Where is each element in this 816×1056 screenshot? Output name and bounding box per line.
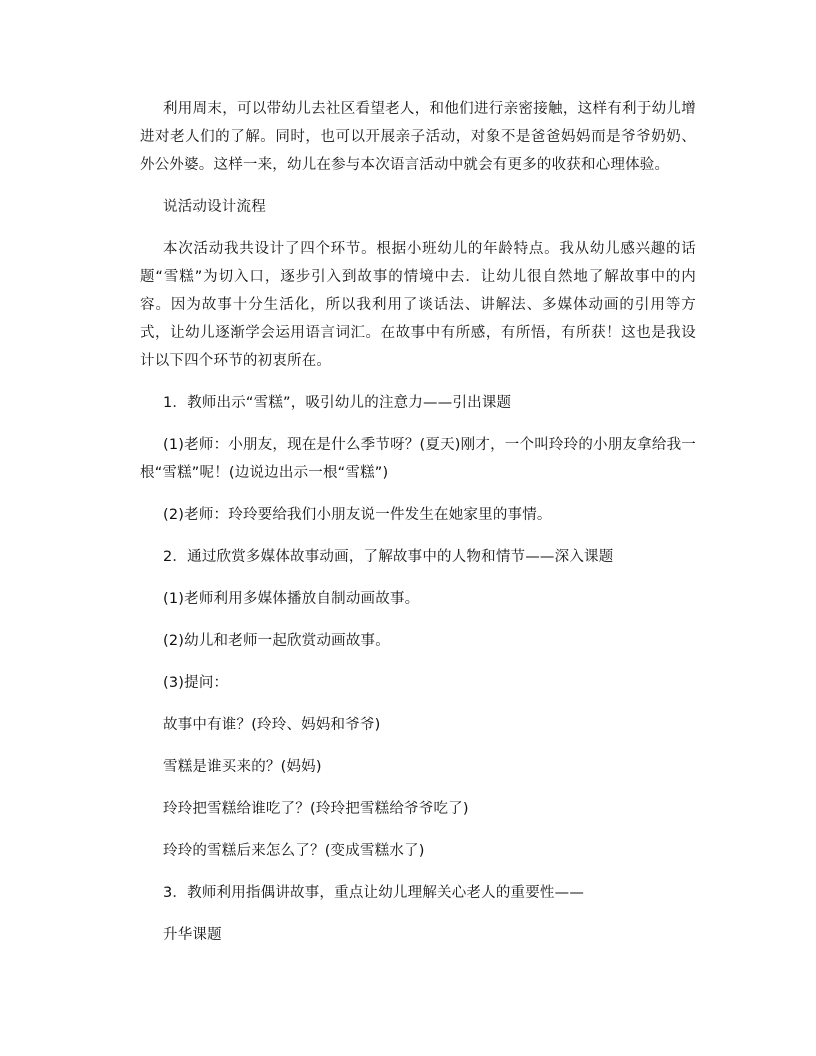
paragraph-activity-overview: 本次活动我共设计了四个环节。根据小班幼儿的年龄特点。我从幼儿感兴趣的话题“雪糕”为切入口，逐步引入到故事的情境中去．让幼儿很自然地了解故事中的内容。因为故事十分生活化，所以我利用了谈话法、讲解法、多媒体动画的引用等方式，让幼儿逐渐学会运用语言词汇。在故事中有所感，有所悟，有所获！这也是我设计以下四个环节的初衷所在。	[140, 241, 696, 369]
question-who: 故事中有谁？(玲玲、妈妈和爷爷)	[163, 717, 381, 733]
step-1-item-2: (2)老师：玲玲要给我们小朋友说一件发生在她家里的事情。	[163, 507, 552, 523]
step-2-item-1: (1)老师利用多媒体播放自制动画故事。	[163, 591, 420, 607]
question-what-happened: 玲玲的雪糕后来怎么了？(变成雪糕水了)	[163, 843, 425, 859]
document-body	[140, 95, 696, 949]
step-2-heading: 2．通过欣赏多媒体故事动画，了解故事中的人物和情节——深入课题	[163, 549, 614, 565]
section-heading-activity-flow: 说活动设计流程	[163, 199, 266, 215]
step-3-heading: 3．教师利用指偶讲故事，重点让幼儿理解关心老人的重要性——	[163, 885, 585, 901]
paragraph-weekend-visit: 利用周末，可以带幼儿去社区看望老人，和他们进行亲密接触，这样有利于幼儿增进对老人们的了解。同时，也可以开展亲子活动，对象不是爸爸妈妈而是爷爷奶奶、外公外婆。这样一来，幼儿在参与本次语言活动中就会有更多的收获和心理体验。	[140, 101, 696, 173]
question-who-ate: 玲玲把雪糕给谁吃了？(玲玲把雪糕给爷爷吃了)	[163, 801, 469, 817]
step-1-item-1: (1)老师：小朋友，现在是什么季节呀？(夏天)刚才，一个叫玲玲的小朋友拿给我一根“雪糕”呢！(边说边出示一根“雪糕”)	[140, 437, 696, 481]
step-1-heading: 1．教师出示“雪糕”，吸引幼儿的注意力——引出课题	[163, 395, 512, 411]
step-2-item-2: (2)幼儿和老师一起欣赏动画故事。	[163, 633, 390, 649]
step-2-item-3: (3)提问：	[163, 675, 229, 691]
step-3-heading-continued: 升华课题	[163, 927, 222, 943]
question-who-bought: 雪糕是谁买来的？(妈妈)	[163, 759, 322, 775]
